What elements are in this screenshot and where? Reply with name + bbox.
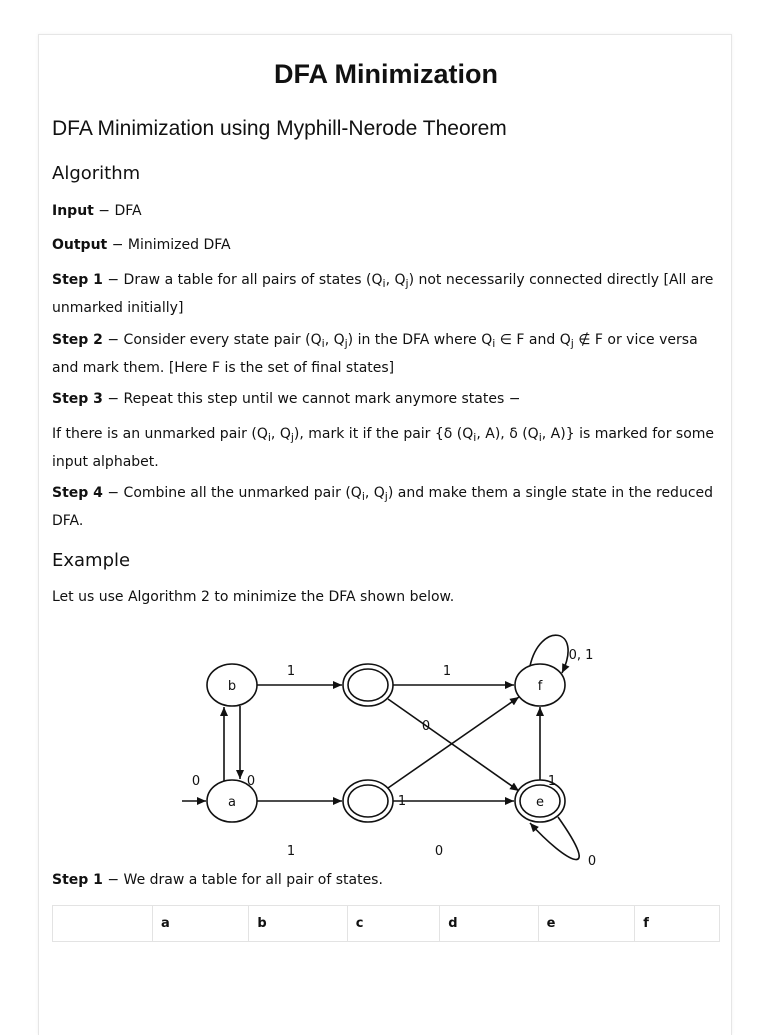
example-heading: Example (52, 550, 131, 571)
step4-text-b: , Q (364, 485, 385, 501)
step1-label: Step 1 (52, 272, 103, 288)
edge-label-a-b: 0 (191, 774, 201, 789)
article-card (38, 34, 732, 1035)
edge-label-e-loop: 0 (587, 854, 597, 867)
step4-text-c: ) and make them a single state in the reduced DFA. (52, 485, 714, 529)
example-step1-label: Step 1 (52, 872, 103, 888)
subscript-i: i (473, 431, 477, 444)
edge-label-f-loop: 0, 1 (568, 648, 594, 663)
step3-text: − Repeat this step until we cannot mark anymore states − (102, 391, 521, 407)
edge-c-e (388, 699, 519, 791)
step4-text-a: − Combine all the unmarked pair (Q (102, 485, 362, 501)
step3b-text-c: ), mark it if the pair {δ (Q (293, 426, 474, 442)
edge-label-e-f: 1 (547, 774, 557, 789)
subscript-j: j (344, 337, 348, 350)
subscript-j: j (290, 431, 294, 444)
input-line (52, 199, 720, 223)
edge-label-b-c: 1 (286, 664, 296, 679)
dfa-diagram (174, 627, 644, 867)
step2-paragraph (52, 328, 720, 380)
step1-text-b: , Q (385, 272, 406, 288)
step3b-text-b: , Q (270, 426, 291, 442)
step4-label: Step 4 (52, 485, 103, 501)
subscript-i: i (492, 337, 496, 350)
edge-label-d-f: 1 (397, 794, 407, 809)
input-label: Input (52, 203, 94, 219)
table-header-cell (53, 906, 153, 942)
table-header-cell: e (538, 906, 635, 942)
step2-text-b: , Q (324, 332, 345, 348)
step3-paragraph (52, 387, 720, 411)
state-d-outer (343, 780, 393, 822)
output-text: − Minimized DFA (107, 237, 231, 253)
subscript-i: i (321, 337, 325, 350)
page-title: DFA Minimization (274, 59, 498, 89)
step1-text-c: ) not necessarily connected directly [All are unmarked initially] (52, 272, 714, 316)
table-header-cell: c (347, 906, 439, 942)
step2-text-c: ) in the DFA where Q (347, 332, 493, 348)
output-line (52, 233, 720, 257)
subscript-i: i (382, 277, 386, 290)
edge-e-loop (530, 817, 579, 860)
step3b-text-e: , A)} is marked for some input alphabet. (52, 426, 715, 470)
step2-text-a: − Consider every state pair (Q (102, 332, 322, 348)
step2-label: Step 2 (52, 332, 103, 348)
input-text: − DFA (93, 203, 142, 219)
subscript-i: i (361, 490, 365, 503)
edge-label-c-f: 1 (442, 664, 452, 679)
step3-detail-paragraph (52, 422, 720, 474)
state-label-f: f (537, 679, 543, 694)
output-label: Output (52, 237, 108, 253)
table-header-row (53, 906, 720, 942)
state-label-b: b (227, 679, 237, 694)
subscript-j: j (570, 337, 574, 350)
edge-label-d-e: 0 (434, 844, 444, 859)
subscript-j: j (384, 490, 388, 503)
edge-label-b-a: 0 (246, 774, 256, 789)
step1-text-a: − Draw a table for all pairs of states (Q (102, 272, 383, 288)
step3-label: Step 3 (52, 391, 103, 407)
step4-paragraph (52, 481, 720, 533)
section-title: DFA Minimization using Myphill-Nerode Theorem (52, 117, 507, 140)
example-step1 (52, 868, 720, 892)
state-label-a: a (228, 795, 236, 810)
step3b-text-d: , A), δ (Q (476, 426, 539, 442)
example-step1-text: − We draw a table for all pair of states. (102, 872, 383, 888)
table-header-cell: d (440, 906, 538, 942)
step2-text-d: ∈ F and Q (495, 332, 571, 348)
step3b-text-a: If there is an unmarked pair (Q (52, 426, 268, 442)
table-header-cell: a (153, 906, 249, 942)
edge-label-a-d: 1 (286, 844, 296, 859)
subscript-j: j (405, 277, 409, 290)
algorithm-heading: Algorithm (52, 163, 141, 184)
subscript-i: i (267, 431, 271, 444)
state-label-e: e (536, 795, 544, 810)
state-pairs-table (52, 905, 720, 942)
subscript-i: i (538, 431, 542, 444)
example-intro: Let us use Algorithm 2 to minimize the DFA shown below. (52, 589, 455, 605)
state-c-outer (343, 664, 393, 706)
edge-d-f (388, 697, 519, 788)
table-header-cell: b (249, 906, 347, 942)
edge-label-c-e: 0 (421, 719, 431, 734)
step1-paragraph (52, 268, 720, 320)
table-header-cell: f (635, 906, 720, 942)
step2-text-e: ∉ F or vice versa and mark them. [Here F is the set of final states] (52, 332, 698, 376)
